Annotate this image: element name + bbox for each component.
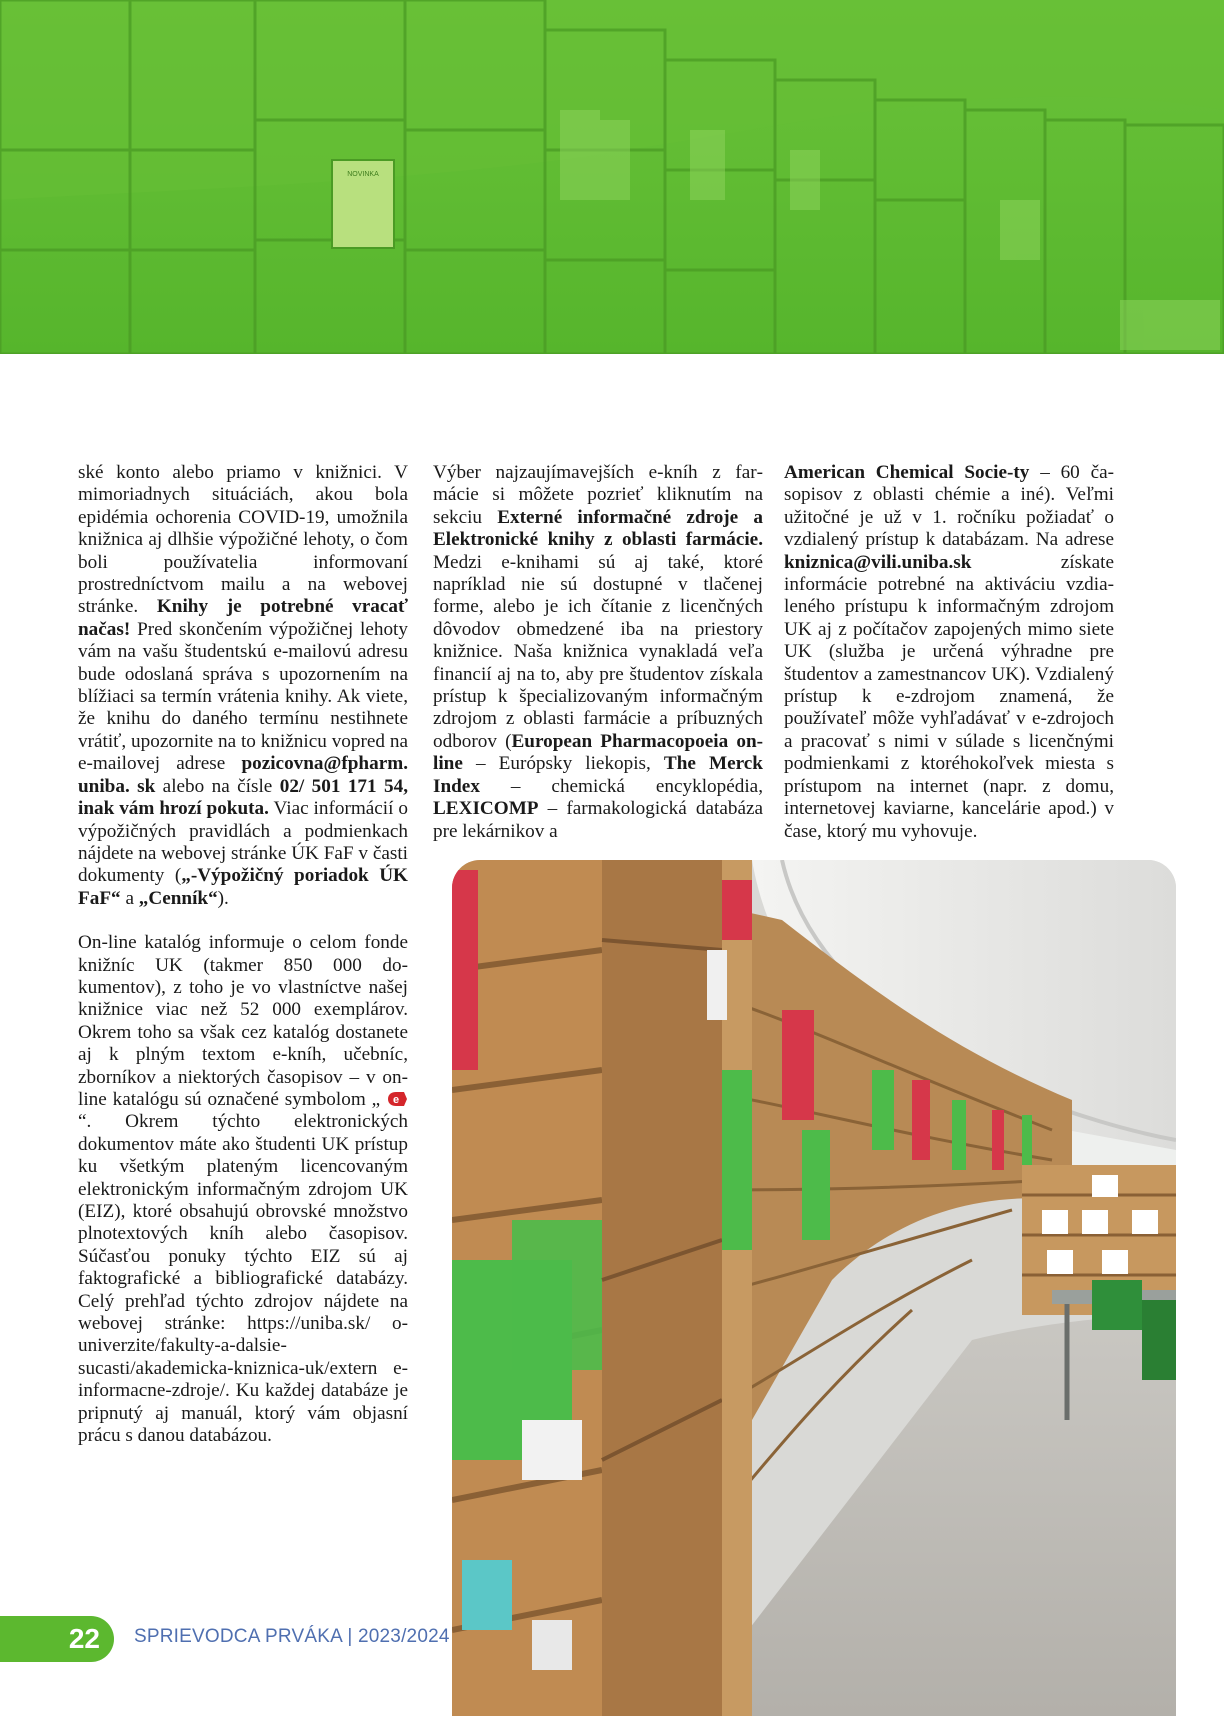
- footer-title: SPRIEVODCA PRVÁKA | 2023/2024: [134, 1626, 450, 1647]
- library-photo: [452, 860, 1176, 1716]
- paragraph-remote-access: American Chemical Socie-ty – 60 časopisov z oblasti chémie a iné). Veľmi užitočné je už v 1. ročníku požiadať o vzdialený prístup k databázam. Na adrese kniznica@vili.uniba.sk získate informácie potrebné na aktiváciu vzdialeného prístupu k informačným zdrojom UK aj z počítačov zapojených mimo siete UK (služba je určená výhradne pre študentov a zamestnancov UK). Vzdialený prístup k e-zdrojom znamená, že používateľ môže vyhľadávať v e-zdrojoch a pracovať s nimi v súlade s licenčnými podmienkami z ktoréhokoľvek miesta s prístupom na internet (napr. z domu, internetovej kaviarne, kancelárie apod.) v čase, ktorý mu vyhovuje.: [784, 462, 1114, 842]
- paragraph-catalog: On-line katalóg informuje o celom fonde knižníc UK (takmer 850 000 dokumentov), z toho je vo vlastníctve našej knižnice viac než 52 000 exemplárov. Okrem toho sa však cez katalóg dostanete aj k plným textom e-kníh, učebníc, zborníkov a niektorých časopisov – v on-line katalógu sú označené symbolom „ e “. Okrem týchto elektronických dokumentov máte ako študenti UK prístup ku všetkým plateným licencovaným elektronickým informačným zdrojom UK (EIZ), ktoré obsahujú obrovské množstvo plnotextových kníh alebo časopisov. Súčasťou ponuky týchto EIZ sú aj faktografické a bibliografické databázy. Celý prehľad týchto zdrojov nájdete na webovej stránke: https://uniba.sk/ o-univerzite/fakulty-a-dalsie-sucasti/akademicka-kniznica-uk/extern e-informacne-zdroje/. Ku každej databáze je pripnutý aj manuál, ktorý vám objasní prácu s danou databázou.: [78, 932, 408, 1447]
- header-banner: [0, 0, 1224, 354]
- text-column-1: [78, 462, 408, 1447]
- paragraph-loans: ské konto alebo priamo v knižnici. V mimoriadnych situáciách, akou bola epidémia ochorenia COVID-19, umožnila knižnica aj dlhšie výpožičné lehoty, o čom boli používatelia informovaní prostredníctvom mailu a na webovej stránke. Knihy je potrebné vracať načas! Pred skončením výpožičnej lehoty vám na vašu študentskú e-mailovú adresu bude odoslaná správa s upozornením na blížiaci sa termín vrátenia knihy. Ak viete, že knihu do daného termínu nestihnete vrátiť, upozornite na to knižnicu vopred na e-mailovej adrese pozicovna@fpharm. uniba. sk alebo na čísle 02/ 501 171 54, inak vám hrozí pokuta. Viac informácií o výpožičných pravidlách a podmienkach nájdete na webovej stránke ÚK FaF v časti dokumenty („-Výpožičný poriadok ÚK FaF“ a „Cenník“).: [78, 462, 408, 909]
- loan-email: pozicovna@fpharm. uniba. sk: [78, 753, 408, 797]
- svg-text:e: e: [393, 1093, 400, 1106]
- svg-text:NOVINKA: NOVINKA: [347, 171, 379, 178]
- library-email: kniznica@vili.uniba.sk: [784, 551, 972, 573]
- loan-phone: 02/ 501 171 54, inak vám hrozí pokuta.: [78, 775, 408, 820]
- text-column-3: [784, 462, 1114, 843]
- e-book-symbol-icon: [386, 1091, 408, 1107]
- library-banner-photo: [0, 0, 1224, 354]
- page-number: 22: [68, 1623, 100, 1654]
- text-column-2: [433, 462, 763, 843]
- paragraph-ebooks: Výber najzaujímavejších e-kníh z farmácie si môžete pozrieť kliknutím na sekciu Externé informačné zdroje a Elektronické knihy z oblasti farmácie. Medzi e-knihami sú aj také, ktoré napríklad nie sú dostupné v tlačenej forme, alebo je ich čítanie z licenčných dôvodov obmedzené iba na priestory knižnice. Naša knižnica vynakladá veľa financií aj na to, aby pre študentov získala prístup k špecializovaným informačným zdrojom z oblasti farmácie a príbuzných odborov (European Pharmacopoeia on-line – Európsky liekopis, The Merck Index – chemická encyklopédia, LEXICOMP – farmakologická databáza pre lekárnikov a: [433, 462, 763, 842]
- library-shelves-illustration: [452, 860, 1176, 1716]
